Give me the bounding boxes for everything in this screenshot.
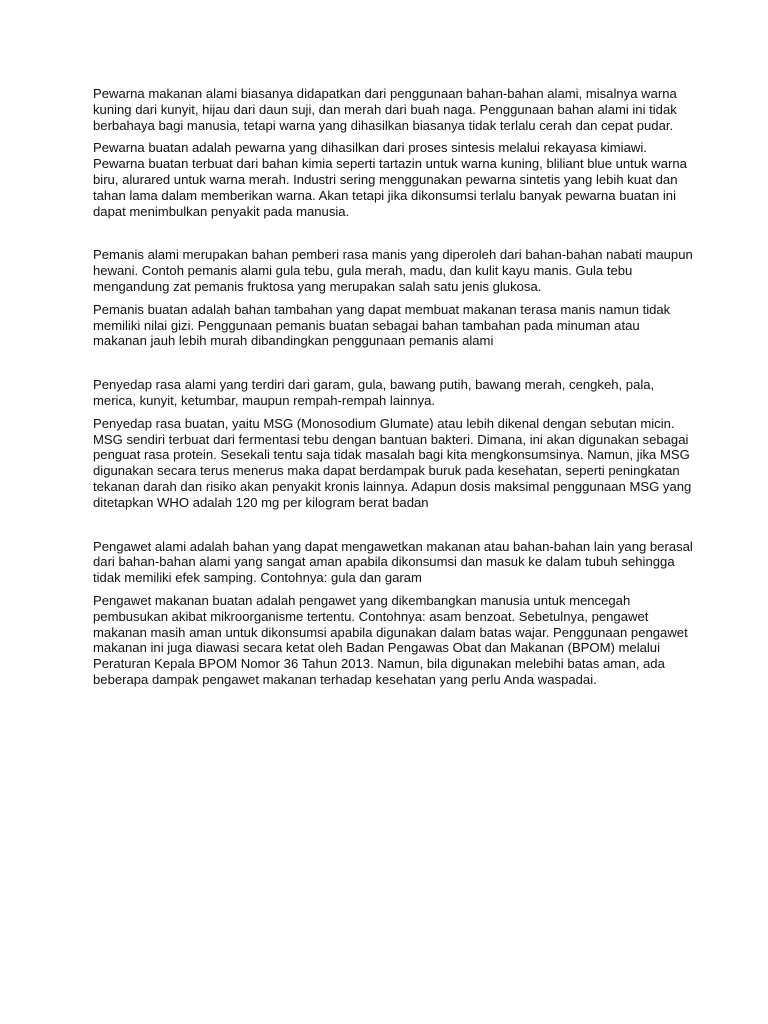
section-pewarna [93,86,693,219]
section-pemanis [93,247,693,349]
document-body [93,86,693,716]
paragraph-pewarna-buatan: Pewarna buatan adalah pewarna yang dihasilkan dari proses sintesis melalui rekayasa kimiawi. Pewarna buatan terbuat dari bahan kimia seperti tartazin untuk warna kuning, bliliant blue untuk warna biru, alurared untuk warna merah. Industri sering menggunakan pewarna sintetis yang lebih kuat dan tahan lama dalam memberikan warna. Akan tetapi jika dikonsumsi terlalu banyak pewarna buatan ini dapat menimbulkan penyakit pada manusia. [93,140,687,219]
paragraph-penyedap-buatan: Penyedap rasa buatan, yaitu MSG (Monosodium Glumate) atau lebih dikenal dengan sebutan micin. MSG sendiri terbuat dari fermentasi tebu dengan bantuan bakteri. Dimana, ini akan digunakan sebagai penguat rasa protein. Sesekali tentu saja tidak masalah bagi kita mengkonsumsinya. Namun, jika MSG digunakan secara terus menerus maka dapat berdampak buruk pada kesehatan, seperti peningkatan tekanan darah dan risiko akan penyakit kronis lainnya. Adapun dosis maksimal penggunaan MSG yang ditetapkan WHO adalah 120 mg per kilogram berat badan [93,415,692,510]
section-penyedap [93,377,693,510]
paragraph-pengawet-alami: Pengawet alami adalah bahan yang dapat mengawetkan makanan atau bahan-bahan lain yang berasal dari bahan-bahan alami yang sangat aman apabila dikonsumsi dan masuk ke dalam tubuh sehingga tidak memiliki efek samping. Contohnya: gula dan garam [93,538,693,586]
section-pengawet [93,539,693,688]
paragraph-penyedap-alami: Penyedap rasa alami yang terdiri dari garam, gula, bawang putih, bawang merah, cengkeh, pala, merica, kunyit, ketumbar, maupun rempah-rempah lainnya. [93,377,655,408]
paragraph-pengawet-buatan: Pengawet makanan buatan adalah pengawet yang dikembangkan manusia untuk mencegah pembusukan akibat mikroorganisme tertentu. Contohnya: asam benzoat. Sebetulnya, pengawet makanan masih aman untuk dikonsumsi apabila digunakan dalam batas wajar. Penggunaan pengawet makanan ini juga diawasi secara ketat oleh Badan Pengawas Obat dan Makanan (BPOM) melalui Peraturan Kepala BPOM Nomor 36 Tahun 2013. Namun, bila digunakan melebihi batas aman, ada beberapa dampak pengawet makanan terhadap kesehatan yang perlu Anda waspadai. [93,592,688,687]
paragraph-pewarna-alami: Pewarna makanan alami biasanya didapatkan dari penggunaan bahan-bahan alami, misalnya warna kuning dari kunyit, hijau dari daun suji, dan merah dari buah naga. Penggunaan bahan alami ini tidak berbahaya bagi manusia, tetapi warna yang dihasilkan biasanya tidak terlalu cerah dan cepat pudar. [93,86,677,133]
paragraph-pemanis-buatan: Pemanis buatan adalah bahan tambahan yang dapat membuat makanan terasa manis namun tidak memiliki nilai gizi. Penggunaan pemanis buatan sebagai bahan tambahan pada minuman atau makanan jauh lebih murah dibandingkan penggunaan pemanis alami [93,301,671,349]
paragraph-pemanis-alami: Pemanis alami merupakan bahan pemberi rasa manis yang diperoleh dari bahan-bahan nabati maupun hewani. Contoh pemanis alami gula tebu, gula merah, madu, dan kulit kayu manis. Gula tebu mengandung zat pemanis fruktosa yang merupakan salah satu jenis glukosa. [93,247,693,294]
